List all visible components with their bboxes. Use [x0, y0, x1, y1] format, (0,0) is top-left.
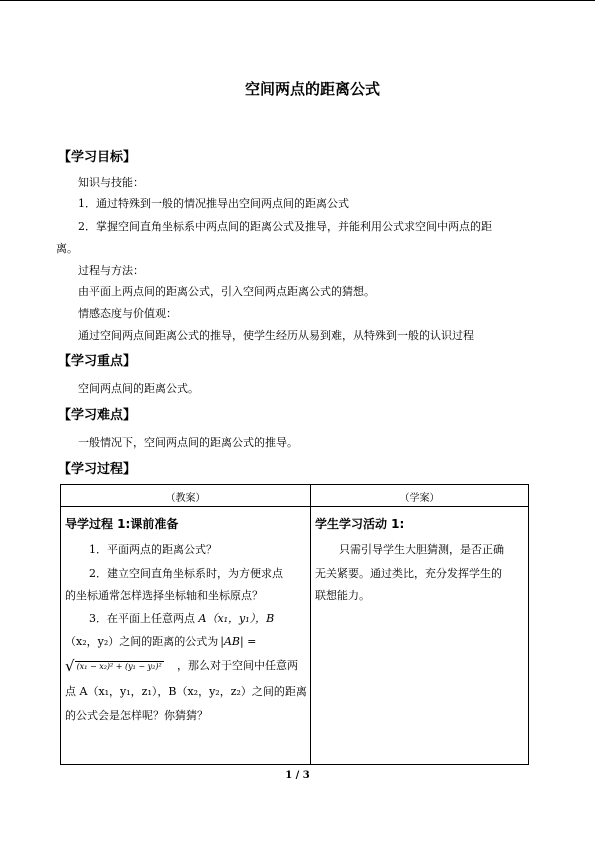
table-header-divider [61, 506, 528, 507]
left-q3-point-a: A（x₁，y₁），B [198, 612, 275, 625]
left-q2-line2: 的坐标通常怎样选择坐标轴和坐标原点？ [65, 589, 263, 602]
sqrt-sign-icon: √ [65, 657, 75, 675]
left-q3-line4: 点 A（x₁，y₁，z₁），B（x₂，y₂，z₂）之间的距离 [65, 685, 307, 698]
emotion-text: 通过空间两点间距离公式的推导，使学生经历从易到难，从特殊到一般的认识过程 [78, 329, 474, 342]
objective-item-2-line2: 离。 [56, 242, 78, 255]
left-q3-line2-text: （x₂，y₂）之间的距离的公式为 [65, 635, 219, 648]
left-q3-abs: |AB| = [220, 635, 257, 648]
left-q3-line1-pre: 3．在平面上任意两点 [89, 612, 199, 625]
table-column-divider [310, 485, 311, 764]
emotion-label: 情感态度与价值观： [78, 307, 177, 320]
right-line1: 只需引导学生大胆猜测，是否正确 [339, 543, 504, 556]
page-number: 1 / 3 [285, 770, 310, 781]
sqrt-expression: (x₁ − x₂)² + (y₁ − y₂)² [76, 662, 162, 671]
top-rule [0, 0, 595, 1]
right-line2: 无关紧要。通过类比，充分发挥学生的 [315, 567, 502, 580]
table-header-study-plan: （学案） [399, 493, 440, 504]
learning-process-table [60, 484, 529, 765]
difficulties-text: 一般情况下，空间两点间的距离公式的推导。 [78, 436, 298, 449]
right-line3: 联想能力。 [315, 589, 370, 602]
key-points-text: 空间两点间的距离公式。 [78, 382, 199, 395]
right-cell-title: 学生学习活动 1: [315, 517, 405, 531]
process-method-text: 由平面上两点间的距离公式，引入空间两点距离公式的猜想。 [78, 285, 375, 298]
left-cell-title: 导学过程 1:课前准备 [65, 517, 179, 531]
left-q2-line1: 2．建立空间直角坐标系时，为方便求点 [89, 567, 283, 580]
table-header-teaching-plan: （教案） [165, 493, 206, 504]
distance-formula-sqrt [65, 657, 164, 675]
left-q1: 1．平面两点的距离公式？ [89, 543, 217, 556]
knowledge-label: 知识与技能： [78, 176, 144, 189]
page-title: 空间两点的距离公式 [244, 80, 380, 98]
process-heading: 【学习过程】 [58, 462, 137, 477]
left-q3-line5: 的公式会是怎样呢？你猜猜？ [65, 709, 208, 722]
left-q3-line3: ，那么对于空间中任意两 [177, 659, 298, 672]
objectives-heading: 【学习目标】 [58, 150, 137, 165]
left-q3-line1 [89, 612, 274, 626]
process-method-label: 过程与方法： [78, 264, 144, 277]
difficulties-heading: 【学习难点】 [58, 408, 137, 423]
objective-item-2-line1: 2．掌握空间直角坐标系中两点间的距离公式及推导，并能利用公式求空间中两点的距 [78, 220, 492, 233]
left-q3-line2 [65, 635, 256, 649]
objective-item-1: 1．通过特殊到一般的情况推导出空间两点间的距离公式 [78, 197, 349, 210]
key-points-heading: 【学习重点】 [58, 354, 137, 369]
